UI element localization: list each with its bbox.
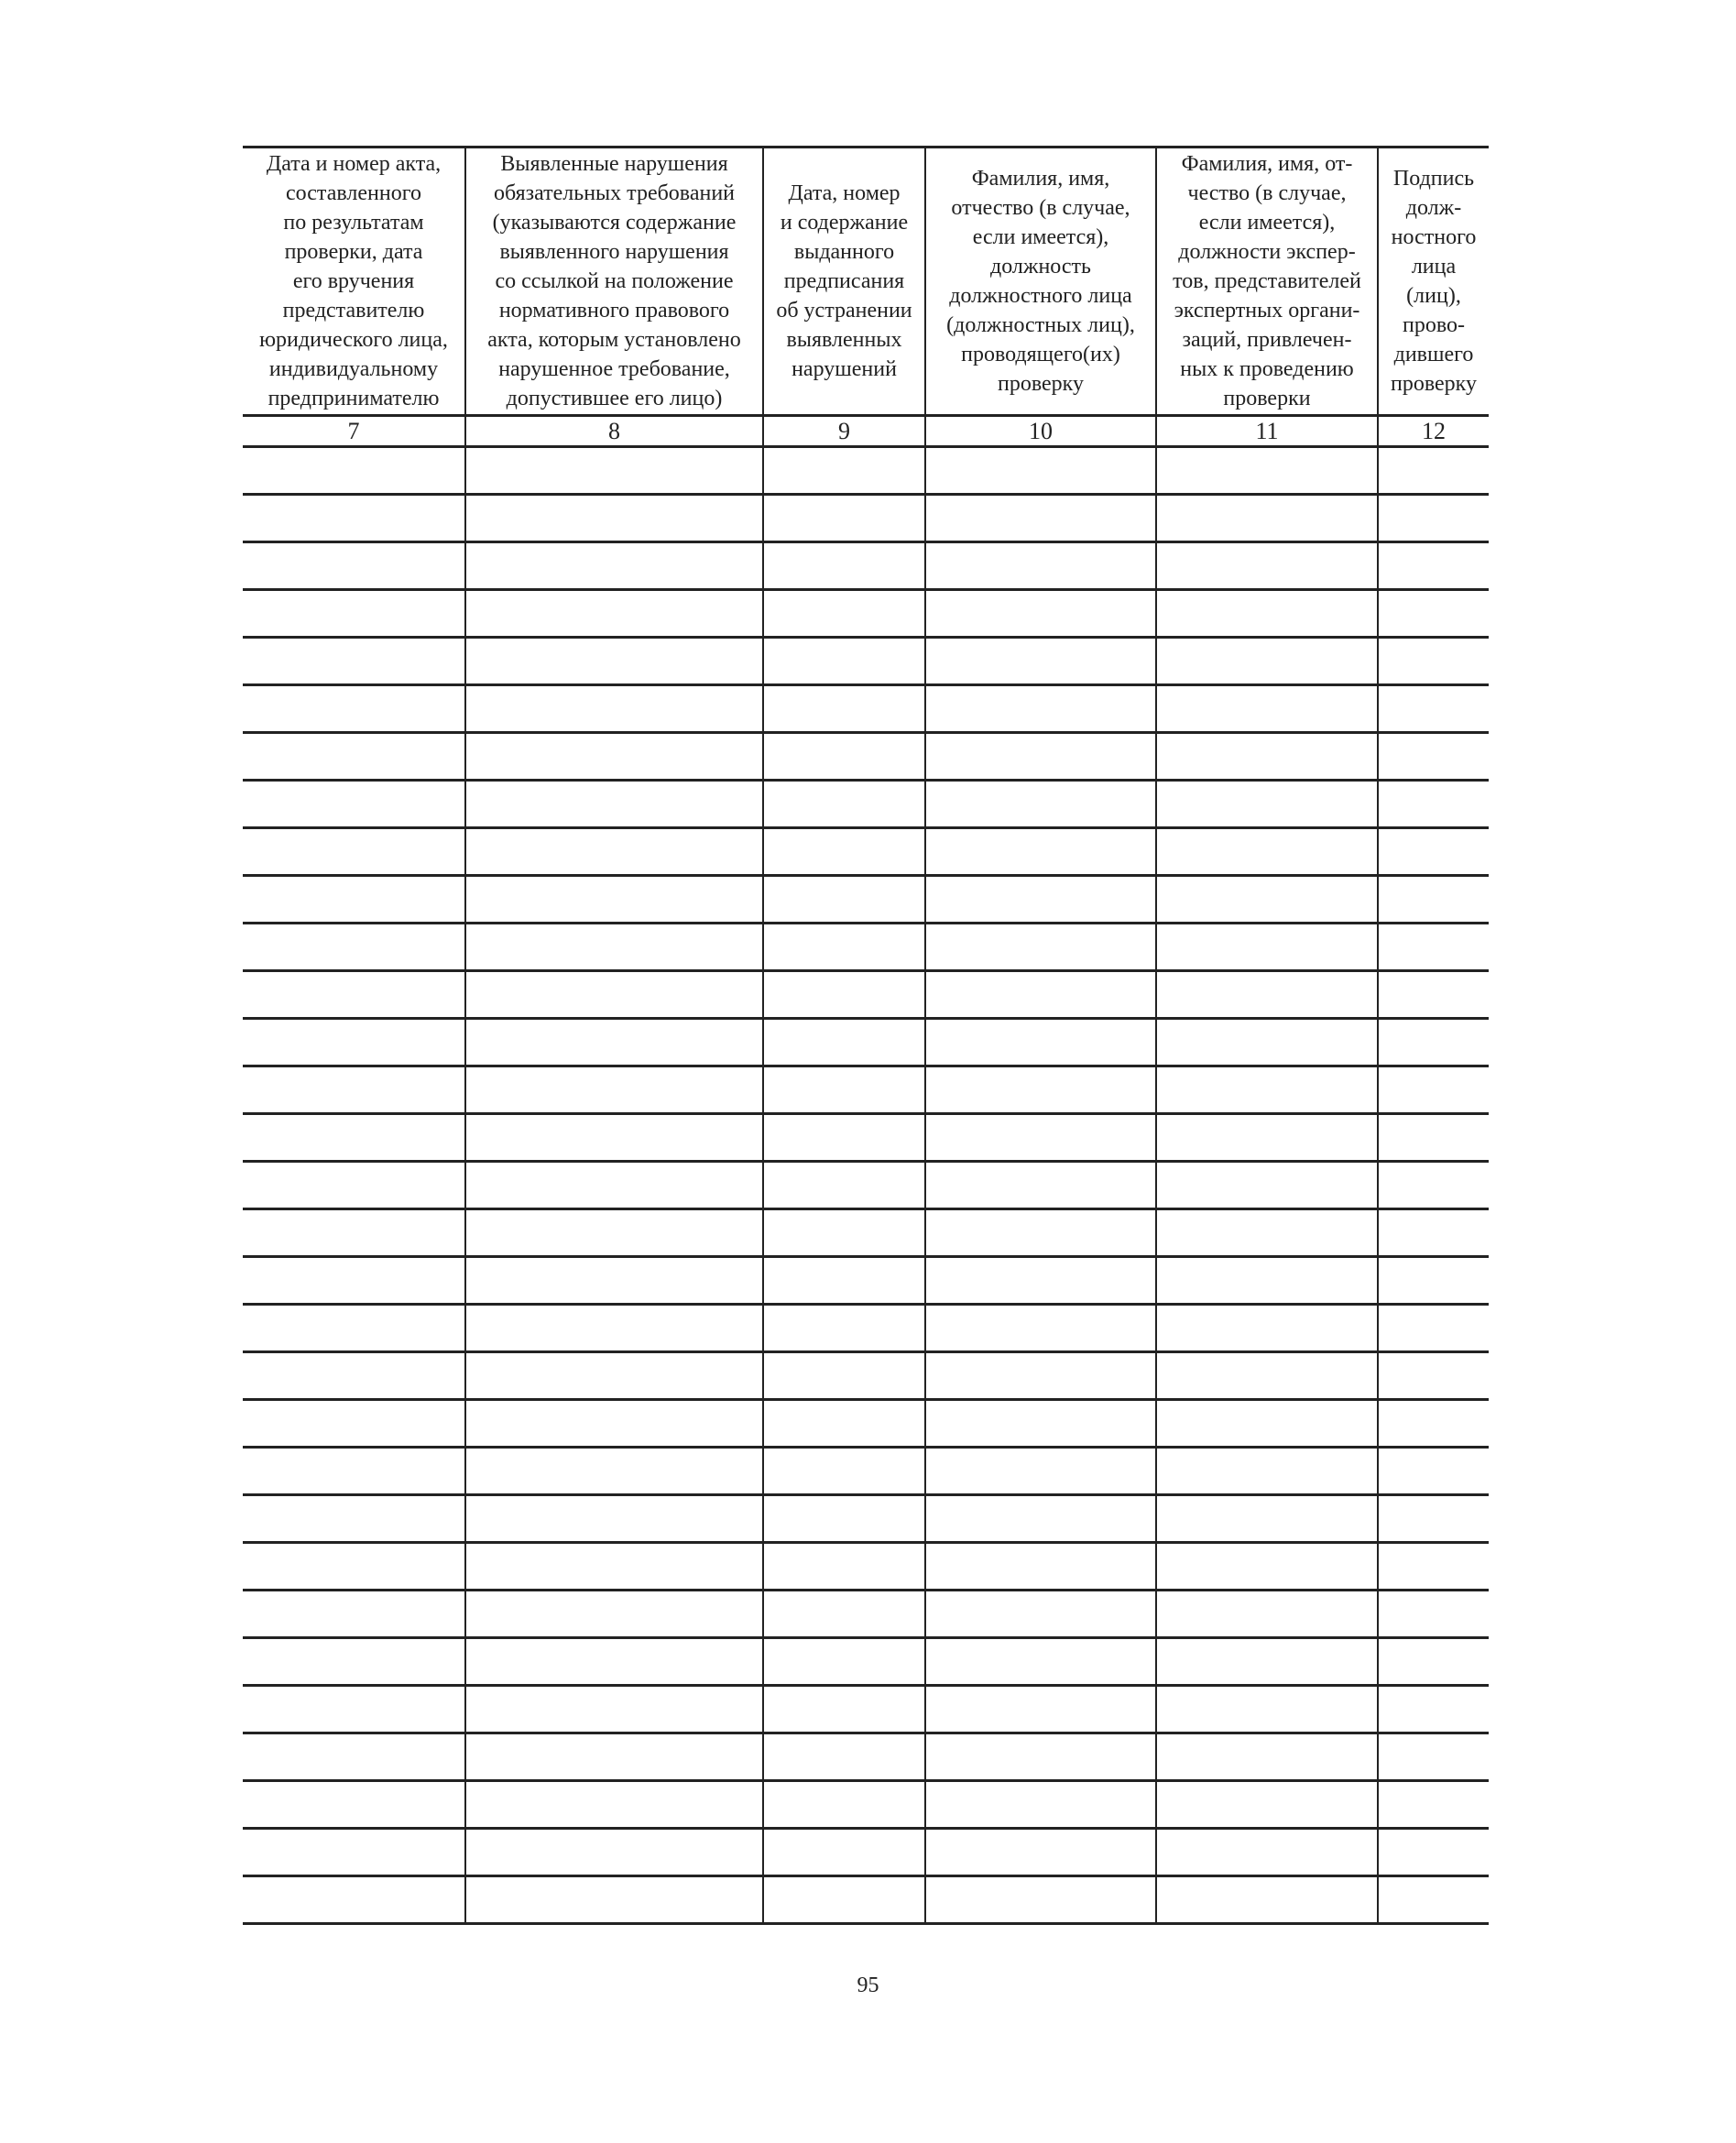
table-cell xyxy=(925,733,1156,781)
table-cell xyxy=(925,447,1156,495)
table-cell xyxy=(925,1352,1156,1400)
table-cell xyxy=(243,1829,465,1876)
table-cell xyxy=(763,495,925,542)
table-cell xyxy=(763,1638,925,1686)
table-cell xyxy=(1156,1543,1378,1591)
table-cell xyxy=(1378,1400,1489,1448)
table-cell xyxy=(925,781,1156,828)
table-cell xyxy=(1156,1591,1378,1638)
header-line: Подпись xyxy=(1392,167,1475,191)
table-cell xyxy=(1378,1305,1489,1352)
header-line: дившего xyxy=(1393,343,1474,366)
header-line: должности экспер- xyxy=(1178,240,1356,264)
table-cell xyxy=(1378,1733,1489,1781)
header-act-date-number xyxy=(243,148,465,416)
table-cell xyxy=(1156,1066,1378,1114)
table-row xyxy=(243,876,1489,924)
table-cell xyxy=(243,1305,465,1352)
header-line: нормативного правового xyxy=(498,299,730,323)
table-cell xyxy=(465,1066,763,1114)
table-cell xyxy=(465,638,763,685)
table-cell xyxy=(465,1257,763,1305)
header-line: Фамилия, имя, xyxy=(971,167,1110,191)
table-row xyxy=(243,1448,1489,1495)
table-cell xyxy=(925,542,1156,590)
table-cell xyxy=(1378,1591,1489,1638)
table-cell xyxy=(1156,1209,1378,1257)
column-number: 10 xyxy=(925,416,1156,447)
table-cell xyxy=(465,1638,763,1686)
table-cell xyxy=(763,590,925,638)
table-cell xyxy=(925,1876,1156,1924)
table-cell xyxy=(1156,1305,1378,1352)
table-cell xyxy=(465,828,763,876)
header-line: юридического лица, xyxy=(259,328,448,352)
table-cell xyxy=(1156,1829,1378,1876)
table-cell xyxy=(1378,447,1489,495)
table-cell xyxy=(243,733,465,781)
header-line: долж- xyxy=(1405,196,1462,220)
table-cell xyxy=(1156,1733,1378,1781)
header-line: обязательных требований xyxy=(493,181,736,205)
table-cell xyxy=(1156,733,1378,781)
table-cell xyxy=(925,1686,1156,1733)
inspection-register-table xyxy=(243,146,1489,1925)
table-cell xyxy=(1156,1114,1378,1162)
table-cell xyxy=(1378,1114,1489,1162)
table-cell xyxy=(1378,733,1489,781)
table-cell xyxy=(925,1638,1156,1686)
table-row xyxy=(243,542,1489,590)
table-cell xyxy=(763,685,925,733)
header-line: Фамилия, имя, от- xyxy=(1181,152,1353,176)
table-row xyxy=(243,1162,1489,1209)
table-cell xyxy=(763,1257,925,1305)
table-cell xyxy=(1378,1448,1489,1495)
table-row xyxy=(243,1829,1489,1876)
table-cell xyxy=(465,447,763,495)
table-cell xyxy=(465,1305,763,1352)
table-row xyxy=(243,1876,1489,1924)
table-cell xyxy=(1156,1448,1378,1495)
table-cell xyxy=(1378,1876,1489,1924)
table-cell xyxy=(465,876,763,924)
table-cell xyxy=(243,1209,465,1257)
table-cell xyxy=(243,1495,465,1543)
table-cell xyxy=(925,638,1156,685)
table-cell xyxy=(925,1543,1156,1591)
header-line: Дата и номер акта, xyxy=(266,152,442,176)
table-cell xyxy=(1156,1495,1378,1543)
table-cell xyxy=(1378,542,1489,590)
table-cell xyxy=(243,876,465,924)
header-line: проверки xyxy=(1223,387,1311,410)
table-cell xyxy=(1156,542,1378,590)
table-cell xyxy=(465,1876,763,1924)
table-cell xyxy=(465,495,763,542)
table-cell xyxy=(465,1733,763,1781)
table-cell xyxy=(925,1162,1156,1209)
table-cell xyxy=(243,1162,465,1209)
header-line: составленного xyxy=(286,181,421,205)
table-cell xyxy=(763,781,925,828)
table-cell xyxy=(465,1591,763,1638)
table-cell xyxy=(1378,1781,1489,1829)
table-cell xyxy=(1378,1209,1489,1257)
table-row xyxy=(243,1305,1489,1352)
table-cell xyxy=(763,971,925,1019)
header-order xyxy=(763,148,925,416)
header-inspector xyxy=(925,148,1156,416)
table-cell xyxy=(1156,447,1378,495)
table-cell xyxy=(243,1448,465,1495)
table-cell xyxy=(1156,1162,1378,1209)
table-cell xyxy=(243,1019,465,1066)
header-line: Выявленные нарушения xyxy=(500,152,728,176)
table-cell xyxy=(763,638,925,685)
table-cell xyxy=(465,1352,763,1400)
table-cell xyxy=(925,1305,1156,1352)
table-cell xyxy=(243,1114,465,1162)
table-cell xyxy=(1378,828,1489,876)
column-number: 9 xyxy=(763,416,925,447)
table-row xyxy=(243,638,1489,685)
table-cell xyxy=(243,1591,465,1638)
table-cell xyxy=(243,1876,465,1924)
table-cell xyxy=(1378,590,1489,638)
header-line: допустившее его лицо) xyxy=(506,387,723,410)
header-line: Дата, номер xyxy=(788,181,901,205)
table-cell xyxy=(1378,1019,1489,1066)
table-cell xyxy=(925,590,1156,638)
table-cell xyxy=(763,1543,925,1591)
table-cell xyxy=(763,924,925,971)
table-cell xyxy=(925,1400,1156,1448)
table-cell xyxy=(925,1209,1156,1257)
header-line: со ссылкой на положение xyxy=(495,269,734,293)
table-cell xyxy=(925,1733,1156,1781)
table-cell xyxy=(243,1638,465,1686)
table-row xyxy=(243,1400,1489,1448)
table-cell xyxy=(1378,1829,1489,1876)
table-cell xyxy=(243,590,465,638)
table-cell xyxy=(925,1257,1156,1305)
table-cell xyxy=(465,971,763,1019)
table-row xyxy=(243,447,1489,495)
table-row xyxy=(243,1257,1489,1305)
header-line: проверки, дата xyxy=(284,240,423,264)
table-cell xyxy=(763,1876,925,1924)
header-line: если имеется), xyxy=(1198,211,1336,235)
header-line: должностного лица xyxy=(949,284,1132,308)
table-cell xyxy=(243,971,465,1019)
table-cell xyxy=(1156,495,1378,542)
header-line: проверку xyxy=(997,372,1084,396)
header-line: если имеется), xyxy=(972,225,1109,249)
header-row xyxy=(243,148,1489,416)
header-line: лица xyxy=(1411,255,1457,279)
table-row xyxy=(243,924,1489,971)
table-cell xyxy=(1378,685,1489,733)
table-cell xyxy=(925,971,1156,1019)
table-cell xyxy=(925,828,1156,876)
table-cell xyxy=(763,1114,925,1162)
table-cell xyxy=(243,1543,465,1591)
table-cell xyxy=(243,924,465,971)
table-cell xyxy=(925,1114,1156,1162)
table-cell xyxy=(465,1495,763,1543)
header-line: предписания xyxy=(783,269,905,293)
table-cell xyxy=(1378,1686,1489,1733)
table-cell xyxy=(1378,781,1489,828)
table-cell xyxy=(243,1781,465,1829)
table-cell xyxy=(763,1209,925,1257)
table-cell xyxy=(763,1162,925,1209)
table-cell xyxy=(243,447,465,495)
header-line: нарушений xyxy=(792,357,897,381)
page-number: 95 xyxy=(857,1974,879,1997)
table-row xyxy=(243,733,1489,781)
table-cell xyxy=(925,1448,1156,1495)
table-cell xyxy=(243,1066,465,1114)
header-line: предпринимателю xyxy=(267,387,440,410)
header-line: (указываются содержание xyxy=(492,211,737,235)
table-cell xyxy=(465,1209,763,1257)
header-line: индивидуальному xyxy=(268,357,439,381)
header-signature xyxy=(1378,148,1489,416)
table-cell xyxy=(243,1733,465,1781)
table-cell xyxy=(925,876,1156,924)
table-cell xyxy=(1156,1781,1378,1829)
header-line: и содержание xyxy=(780,211,909,235)
table-cell xyxy=(243,542,465,590)
table-cell xyxy=(1156,590,1378,638)
header-line: прово- xyxy=(1402,313,1465,337)
table-cell xyxy=(465,781,763,828)
table-cell xyxy=(1156,638,1378,685)
table-cell xyxy=(763,1829,925,1876)
table-cell xyxy=(763,1305,925,1352)
table-cell xyxy=(465,1400,763,1448)
table-cell xyxy=(1378,1257,1489,1305)
header-line: по результатам xyxy=(283,211,424,235)
header-line: выявленного нарушения xyxy=(499,240,729,264)
table-cell xyxy=(763,828,925,876)
table-cell xyxy=(465,1829,763,1876)
header-line: заций, привлечен- xyxy=(1182,328,1352,352)
table-row xyxy=(243,1686,1489,1733)
header-experts xyxy=(1156,148,1378,416)
table-cell xyxy=(243,638,465,685)
header-line: отчество (в случае, xyxy=(951,196,1130,220)
table-cell xyxy=(1156,828,1378,876)
table-cell xyxy=(1378,971,1489,1019)
table-row xyxy=(243,1591,1489,1638)
table-cell xyxy=(465,1114,763,1162)
table-cell xyxy=(465,590,763,638)
table-cell xyxy=(465,1019,763,1066)
table-cell xyxy=(1378,876,1489,924)
table-cell xyxy=(763,1686,925,1733)
column-number-row xyxy=(243,416,1489,447)
table-cell xyxy=(465,542,763,590)
table-cell xyxy=(243,1686,465,1733)
table-row xyxy=(243,1019,1489,1066)
table-row xyxy=(243,685,1489,733)
table-cell xyxy=(763,1733,925,1781)
table-cell xyxy=(763,1495,925,1543)
column-number: 12 xyxy=(1378,416,1489,447)
table-cell xyxy=(925,685,1156,733)
table-cell xyxy=(925,1495,1156,1543)
table-row xyxy=(243,1209,1489,1257)
header-line: тов, представителей xyxy=(1173,269,1361,293)
table-cell xyxy=(763,542,925,590)
table-cell xyxy=(243,1257,465,1305)
table-cell xyxy=(925,1829,1156,1876)
table-row xyxy=(243,1352,1489,1400)
table-cell xyxy=(1378,1543,1489,1591)
table-cell xyxy=(763,1781,925,1829)
table-cell xyxy=(465,1686,763,1733)
table-row xyxy=(243,495,1489,542)
table-cell xyxy=(763,1400,925,1448)
table-cell xyxy=(925,1066,1156,1114)
table-cell xyxy=(1156,781,1378,828)
table-cell xyxy=(465,924,763,971)
header-line: (должностных лиц), xyxy=(946,313,1135,337)
table-row xyxy=(243,781,1489,828)
header-line: об устранении xyxy=(776,299,912,323)
table-row xyxy=(243,1638,1489,1686)
header-line: его вручения xyxy=(292,269,415,293)
header-line: представителю xyxy=(282,299,425,323)
table-cell xyxy=(763,733,925,781)
table-cell xyxy=(1156,1876,1378,1924)
table-row xyxy=(243,1781,1489,1829)
table-cell xyxy=(1156,924,1378,971)
header-line: выданного xyxy=(793,240,895,264)
table-cell xyxy=(465,1543,763,1591)
table-cell xyxy=(763,1448,925,1495)
table-cell xyxy=(763,1019,925,1066)
table-cell xyxy=(1378,495,1489,542)
column-number: 8 xyxy=(465,416,763,447)
table-cell xyxy=(243,781,465,828)
table-cell xyxy=(1156,1352,1378,1400)
table-cell xyxy=(1378,1638,1489,1686)
table-cell xyxy=(465,1448,763,1495)
table-cell xyxy=(1156,1019,1378,1066)
table-row xyxy=(243,1543,1489,1591)
header-line: проводящего(их) xyxy=(961,343,1120,366)
table-cell xyxy=(925,495,1156,542)
table-row xyxy=(243,1114,1489,1162)
header-line: экспертных органи- xyxy=(1174,299,1360,323)
table-row xyxy=(243,590,1489,638)
column-number: 11 xyxy=(1156,416,1378,447)
header-violations xyxy=(465,148,763,416)
table-row xyxy=(243,1066,1489,1114)
table-cell xyxy=(1156,971,1378,1019)
header-line: (лиц), xyxy=(1406,284,1461,308)
table-cell xyxy=(243,1400,465,1448)
table-cell xyxy=(925,1781,1156,1829)
table-cell xyxy=(1156,685,1378,733)
table-row xyxy=(243,828,1489,876)
header-line: акта, которым установлено xyxy=(487,328,741,352)
table-cell xyxy=(1156,1257,1378,1305)
table-cell xyxy=(1378,1162,1489,1209)
table-cell xyxy=(243,495,465,542)
header-line: чество (в случае, xyxy=(1187,181,1347,205)
table-cell xyxy=(1156,1686,1378,1733)
table-cell xyxy=(243,1352,465,1400)
table-cell xyxy=(243,828,465,876)
table-cell xyxy=(763,1066,925,1114)
table-row xyxy=(243,971,1489,1019)
table-cell xyxy=(925,924,1156,971)
table-cell xyxy=(465,1162,763,1209)
table-cell xyxy=(763,447,925,495)
table-cell xyxy=(763,1591,925,1638)
table-cell xyxy=(465,685,763,733)
header-line: выявленных xyxy=(786,328,902,352)
table-cell xyxy=(763,1352,925,1400)
table-cell xyxy=(925,1019,1156,1066)
table-cell xyxy=(1378,638,1489,685)
table-row xyxy=(243,1495,1489,1543)
table-row xyxy=(243,1733,1489,1781)
column-number: 7 xyxy=(243,416,465,447)
header-line: должность xyxy=(990,255,1091,279)
header-line: ностного xyxy=(1391,225,1477,249)
table-cell xyxy=(1156,1400,1378,1448)
table-cell xyxy=(243,685,465,733)
table-cell xyxy=(1378,924,1489,971)
header-line: нарушенное требование, xyxy=(498,357,730,381)
table-cell xyxy=(1378,1066,1489,1114)
table-cell xyxy=(1156,876,1378,924)
table-cell xyxy=(465,1781,763,1829)
table-cell xyxy=(1378,1495,1489,1543)
table-cell xyxy=(763,876,925,924)
table-cell xyxy=(465,733,763,781)
table-cell xyxy=(1156,1638,1378,1686)
header-line: ных к проведению xyxy=(1180,357,1354,381)
table-cell xyxy=(1378,1352,1489,1400)
table-cell xyxy=(925,1591,1156,1638)
header-line: проверку xyxy=(1390,372,1477,396)
